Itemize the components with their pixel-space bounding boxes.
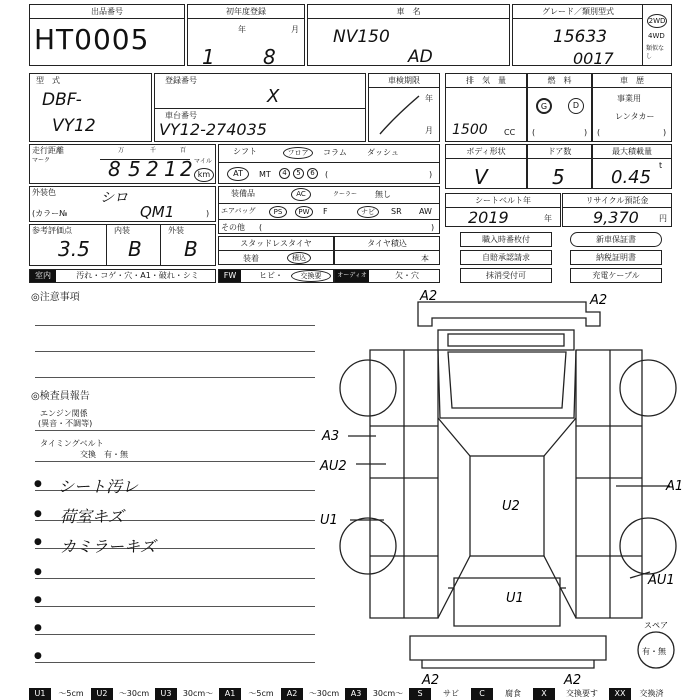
fuel-box: 燃 料 G D ( ) <box>527 73 592 142</box>
doc-button-4[interactable]: 納税証明書 <box>570 250 662 265</box>
first-reg-year: 1 <box>202 45 215 69</box>
color-box: 外装色 シロ (カラー№ QM1 ) <box>29 186 216 222</box>
doc-button-5[interactable]: 抹消受付可 <box>460 268 552 283</box>
recycle-value: 9,370 <box>593 208 639 227</box>
audio-row: オーディオ 欠・穴 <box>334 269 440 283</box>
equip-sr[interactable]: SR <box>391 207 402 216</box>
equip-f[interactable]: F <box>323 207 328 216</box>
equip-ac[interactable]: AC <box>291 188 311 201</box>
mark-bottom-right: A2 <box>564 673 582 688</box>
equip-ps[interactable]: PS <box>269 206 287 218</box>
equip-cooler[interactable]: クーラー <box>333 191 358 198</box>
recycle-label: リサイクル預託金 <box>563 194 671 208</box>
equip-none[interactable]: 無し <box>375 190 391 199</box>
doc-button-2[interactable]: 新車保証書 <box>570 232 662 247</box>
studless-label: スタッドレスタイヤ <box>219 237 333 251</box>
body-value: V <box>474 165 488 189</box>
model-code-box: 型 式 DBF- VY12 <box>29 73 152 142</box>
legend-bar: U1 ～5cm U2 ～30cm U3 30cm～ A1 ～5cm A2 ～30cm A3 30cm～ S サビ C 腐食 X 交換要す XX 交換済 <box>29 688 672 700</box>
shift-box: シフト フロア コラム ダッシュ AT MT 4 5 6 ( ) <box>218 144 440 184</box>
chassis-number: VY12-274035 <box>159 120 267 139</box>
grade-line2: 0017 <box>573 49 614 68</box>
history-box: 車 歴 事業用 レンタカー ( ) <box>592 73 672 142</box>
remark-3: カミラーキズ <box>60 537 156 556</box>
mark-rear-u1: U1 <box>506 591 524 606</box>
interior-score: B <box>128 237 142 261</box>
doors-label: ドア数 <box>528 145 591 159</box>
recycle-box: リサイクル預託金 9,370 円 <box>562 193 672 227</box>
gear-4[interactable]: 4 <box>279 168 290 179</box>
equip-navi[interactable]: ナビ <box>357 206 379 218</box>
car-model: NV150 <box>333 27 390 47</box>
spare-label: スペア <box>644 621 668 630</box>
fw-row: FW ヒビ・ 交換要 <box>218 269 334 283</box>
engine-box: 排 気 量 1500 CC <box>445 73 527 142</box>
inspect-box: 車検期限 年 月 <box>368 73 440 142</box>
fuel-diesel[interactable]: D <box>568 98 584 114</box>
studless-box <box>218 236 334 265</box>
mark-right-au1: AU1 <box>648 573 675 588</box>
fuel-label: 燃 料 <box>528 74 591 88</box>
shift-column[interactable]: コラム <box>323 148 347 157</box>
lot-label: 出品番号 <box>30 5 184 19</box>
equipment-box: 装備品 AC クーラー 無し エアバッグ PS PW F ナビ SR AW その他 ( ) <box>218 186 440 234</box>
4wd-option[interactable]: 4WD <box>648 32 665 40</box>
load-label: 最大積載量 <box>593 145 671 159</box>
doors-value: 5 <box>552 165 565 189</box>
grade-line1: 15633 <box>553 27 608 47</box>
mark-top-left: A2 <box>420 289 438 304</box>
mark-bottom-left: A2 <box>422 673 440 688</box>
mark-top-right: A2 <box>590 293 608 308</box>
fuel-gasoline[interactable]: G <box>536 98 552 114</box>
mileage-km[interactable]: km <box>194 168 214 182</box>
remark-2: 荷室キズ <box>60 507 124 526</box>
lot-number: HT0005 <box>34 23 150 56</box>
score-value: 3.5 <box>58 237 90 261</box>
studless-fitted[interactable]: 装着 <box>243 254 259 263</box>
gear-6[interactable]: 6 <box>307 168 318 179</box>
mark-left-au2: AU2 <box>320 459 347 474</box>
car-diagram <box>320 288 692 688</box>
mark-right-a1: A1 <box>666 479 684 494</box>
equip-aw[interactable]: AW <box>419 207 432 216</box>
ruiji-option[interactable]: 類似なし <box>646 45 665 60</box>
tire-label: タイヤ積込 <box>335 237 439 251</box>
color-value: シロ <box>100 190 128 206</box>
notes-title: ◎注意事項 <box>31 292 80 303</box>
history-label: 車 歴 <box>593 74 671 88</box>
tire-box: タイヤ積込 本 <box>334 236 440 265</box>
doc-button-6[interactable]: 充電ケーブル <box>570 268 662 283</box>
doors-box <box>527 144 592 189</box>
seatbelt-value: 2019 <box>468 208 509 227</box>
exterior-score: B <box>184 237 198 261</box>
equip-airbag[interactable]: エアバッグ <box>221 207 256 215</box>
body-box <box>445 144 527 189</box>
inspector-title: ◎検査員報告 <box>31 391 90 402</box>
grade-label: グレード／類別型式 <box>513 5 643 19</box>
first-reg-label: 初年度登録 <box>188 5 304 19</box>
interior-row: 室内 汚れ・コゲ・穴・A1・破れ・シミ <box>29 269 216 283</box>
inspect-label: 車検期限 <box>369 74 439 88</box>
first-reg-month: 8 <box>263 45 276 69</box>
remark-1: シート汚レ <box>58 477 139 496</box>
body-label: ボディ形状 <box>446 145 526 159</box>
mark-roof-u2: U2 <box>502 499 520 514</box>
inspect-strike <box>377 90 422 138</box>
doc-button-3[interactable]: 自賠承認請求 <box>460 250 552 265</box>
engine-label: 排 気 量 <box>446 74 526 88</box>
score-box: 参考評価点 内装 外装 3.5 B B <box>29 224 216 266</box>
fw-replace[interactable]: 交換要 <box>291 270 331 282</box>
mark-left-a3: A3 <box>322 429 340 444</box>
history-business[interactable]: 事業用 <box>617 94 641 103</box>
first-reg-box: 初年度登録 年 月 1 8 <box>187 4 305 66</box>
history-rental[interactable]: レンタカー <box>615 112 655 121</box>
studless-loaded[interactable]: 積込 <box>287 252 311 264</box>
gear-5[interactable]: 5 <box>293 168 304 179</box>
load-value: 0.45 <box>611 167 652 188</box>
seatbelt-label: シートベルト年 <box>446 194 560 208</box>
doc-button-1[interactable]: 職入時番枚付 <box>460 232 552 247</box>
shift-at[interactable]: AT <box>227 167 249 181</box>
reg-no-mark: X <box>267 86 280 107</box>
seatbelt-box: シートベルト年 2019 年 <box>445 193 561 227</box>
lot-box <box>29 4 185 66</box>
car-grade: AD <box>408 47 433 67</box>
engine-value: 1500 <box>452 122 488 138</box>
mark-left-u1: U1 <box>320 513 338 528</box>
model-code-2: VY12 <box>52 116 96 136</box>
mileage-box: 走行距離 マーク 万 千 百 マイル km 8 5 2 1 2 <box>29 144 216 184</box>
spare-value: 有・無 <box>642 647 666 656</box>
shift-dash[interactable]: ダッシュ <box>367 148 399 157</box>
2wd-option[interactable]: 2WD <box>647 14 667 28</box>
equip-pw[interactable]: PW <box>295 206 313 218</box>
reg-no-box: 登録番号 X 車台番号 VY12-274035 <box>154 73 366 142</box>
car-name-box <box>307 4 510 66</box>
shift-mt[interactable]: MT <box>259 170 271 179</box>
car-name-label: 車 名 <box>308 5 509 19</box>
grade-box <box>512 4 672 66</box>
shift-floor[interactable]: フロア <box>283 147 313 159</box>
load-box: 最大積載量 0.45 t <box>592 144 672 189</box>
model-code-1: DBF- <box>42 90 82 110</box>
color-code: QM1 <box>140 203 175 221</box>
